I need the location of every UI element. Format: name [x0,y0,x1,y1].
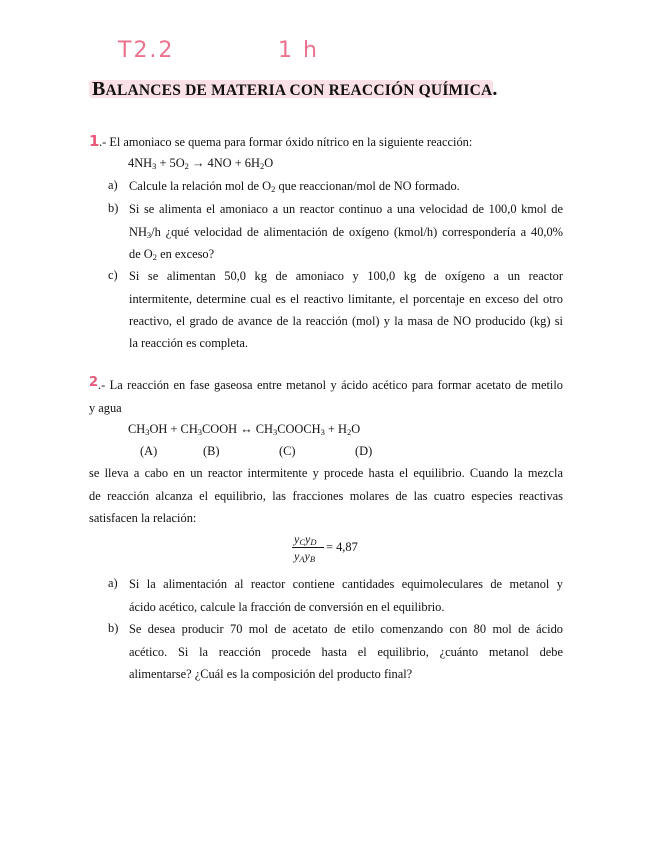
problem2-b-line-3: alimentarse? ¿Cuál es la composición del producto final? [129,667,413,681]
problem1-c-line-1: Si se alimentan 50,0 kg de amoniaco y 100,0 kg de oxígeno a un reactor [129,269,563,283]
problem1-b-line-2: $NH_3/h$ ¿qué velocidad de alimentación de oxígeno (kmol/h) correspondería a 40,0% [129,225,563,240]
problem2-text-3: satisfacen la relación: [89,511,197,525]
problem1-c-line-4: la reacción es completa. [129,336,249,350]
problem2-intro-2: y agua [89,401,122,415]
species-label-b: (B) [203,444,220,458]
problem2-b-line-2: acético. Si la reacción procede hasta el equilibrio, ¿cuánto metanol debe [129,645,563,659]
handwritten-topic: T2.2 [118,38,175,63]
problem2-text-1: se lleva a cabo en un reactor intermitente y procede hasta el equilibrio. Cuando la mezcla [89,466,563,480]
problem2-a-label: a) [108,576,118,590]
equation-rhs: = 4,87 [326,540,358,554]
problem1-intro: .- El amoniaco se quema para formar óxido nítrico en la siguiente reacción: [99,135,473,149]
problem2-b-label: b) [108,621,119,635]
problem1-c-line-2: intermitente, determine cual es el reactivo limitante, el porcentaje en exceso del otro [129,292,563,306]
problem2-text-2: de reacción alcanza el equilibrio, las fracciones molares de las cuatro especies reactivas [89,489,563,503]
problem1-c-line-3: reactivo, el grado de avance de la reacción (mol) y la masa de NO producido (kg) si [129,314,563,328]
equation-numerator: $y_Cy_D$ [294,532,317,547]
problem1-reaction: $4NH_3 + 5O_2 \to 4NO + 6H_2O$ [128,156,274,171]
problem1-number-mark: 1 [89,132,100,150]
problem1-b-label: b) [108,201,119,215]
fraction-bar [292,547,324,548]
problem2-a-line-1: Si la alimentación al reactor contiene cantidades equimoleculares de metanol y [129,577,563,591]
problem1-c-label: c) [108,268,118,282]
problem2-b-line-1: Se desea producir 70 mol de acetato de etilo comenzando con 80 mol de ácido [129,622,563,636]
species-label-c: (C) [279,444,296,458]
problem1-b-line-3: de $O_2$ en exceso? [129,247,215,262]
problem2-reaction: $CH_3OH$ + $CH_3COOH$ ↔ $CH_3COOCH_3 + H_2O$ [128,422,361,437]
problem2-number-mark: 2 [89,375,99,390]
equation-denominator: $y_Ay_B$ [294,549,316,564]
species-label-a: (A) [140,444,158,458]
problem2-intro-1: .- La reacción en fase gaseosa entre metanol y ácido acético para formar acetato de metilo [98,378,563,392]
problem1-b-line-1: Si se alimenta el amoniaco a un reactor continuo a una velocidad de 100,0 kmol de [129,202,563,216]
species-label-d: (D) [355,444,373,458]
problem1-a-text: Calcule la relación mol de $O_2$ que reaccionan/mol de NO formado. [129,179,460,194]
handwritten-duration: 1 h [278,38,319,63]
page-title: BALANCES DE MATERIA CON REACCIÓN QUÍMICA. [92,78,498,100]
problem1-a-label: a) [108,178,118,192]
problem2-a-line-2: ácido acético, calcule la fracción de conversión en el equilibrio. [129,600,445,614]
